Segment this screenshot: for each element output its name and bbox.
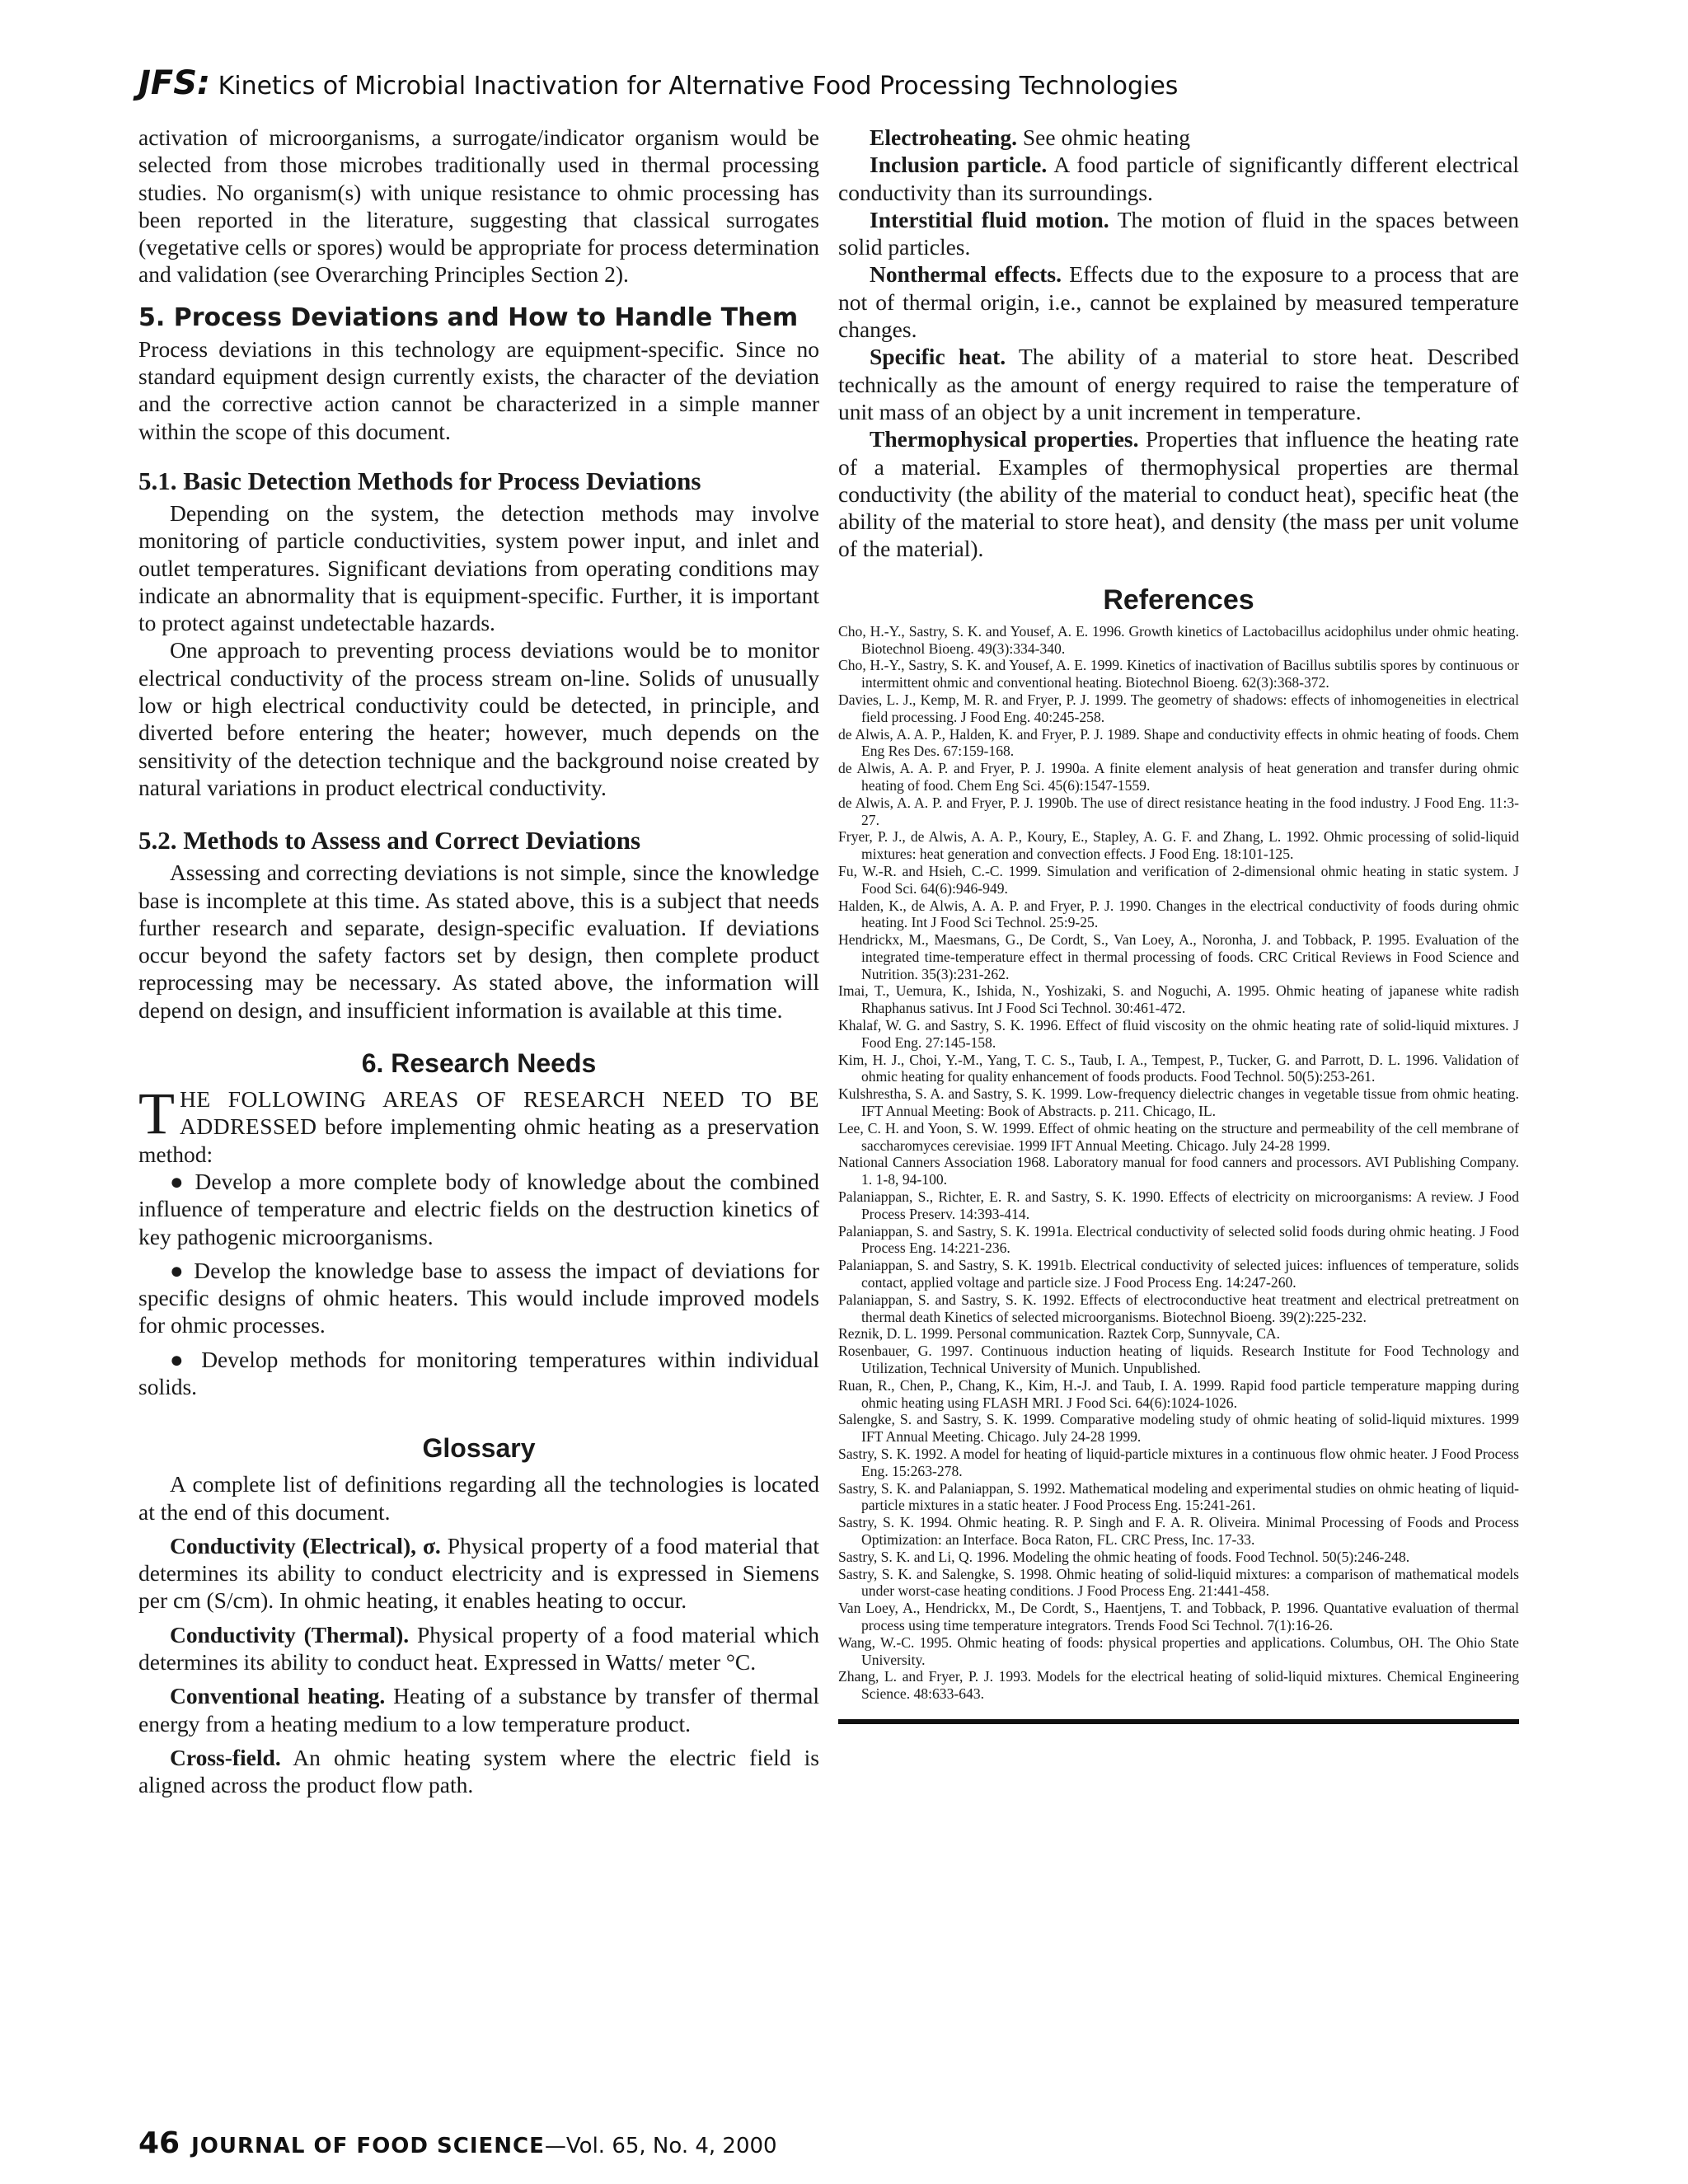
- reference-item: de Alwis, A. A. P. and Fryer, P. J. 1990b. The use of direct resistance heating in the food industry. J Food Eng. 11:3-27.: [838, 794, 1519, 828]
- glossary-entry: [838, 425, 1519, 562]
- reference-item: Wang, W.-C. 1995. Ohmic heating of foods: physical properties and applications. Columbus, OH. The Ohio State University.: [838, 1633, 1519, 1668]
- glossary-entry: [838, 343, 1519, 425]
- glossary-heading: Glossary: [422, 1433, 536, 1464]
- glossary-term: Electroheating.: [870, 124, 1017, 150]
- reference-item: Palaniappan, S., Richter, E. R. and Sastry, S. K. 1990. Effects of electricity on microorganisms: A review. J Food Process Preserv. 14:393-414.: [838, 1188, 1519, 1222]
- issue-info: —Vol. 65, No. 4, 2000: [544, 2134, 777, 2158]
- reference-item: Rosenbauer, G. 1997. Continuous induction heating of liquids. Research Institute for Food Technology and Utilization, Technical University of Munich. Unpublished.: [838, 1343, 1519, 1377]
- reference-item: Fryer, P. J., de Alwis, A. A. P., Koury, E., Stapley, A. G. F. and Zhang, L. 1992. Ohmic processing of solid-liquid mixtures: heat generation and convection effects. J Food Eng. 18:101-125.: [838, 828, 1519, 863]
- glossary-definition: A food particle of significantly different electrical conductivity than its surroundings.: [838, 152, 1519, 205]
- glossary-definition: Heating of a substance by transfer of thermal energy from a heating medium to a low temperature product.: [138, 1683, 819, 1736]
- reference-item: Davies, L. J., Kemp, M. R. and Fryer, P. J. 1999. The geometry of shadows: effects of inhomogeneities in electrical field processing. J Food Eng. 40:245-258.: [838, 691, 1519, 725]
- glossary-term: Nonthermal effects.: [870, 261, 1062, 288]
- glossary-definition: An ohmic heating system where the electric field is aligned across the product flow path.: [138, 1744, 819, 1798]
- section-5-1-heading: 5.1. Basic Detection Methods for Process Deviations: [138, 466, 701, 495]
- glossary-term: Thermophysical properties.: [870, 426, 1139, 452]
- glossary-term: Specific heat.: [870, 344, 1006, 370]
- glossary-entry: [838, 124, 1519, 151]
- reference-item: Kulshrestha, S. A. and Sastry, S. K. 1999. Low-frequency dielectric changes in vegetable tissue from ohmic heating. IFT Annual Meeting: Book of Abstracts. p. 211. Chicago, IL.: [838, 1085, 1519, 1120]
- intro-paragraph: activation of microorganisms, a surrogate/indicator organism would be selected from those microbes traditionally used in thermal processing studies. No organism(s) with unique resistance to ohmic processing has been reported in the literature, suggesting that classical surrogates (vegetative cells or spores) would be appropriate for process determination and validation (see Overarching Principles Section 2).: [138, 124, 819, 288]
- glossary-definition: See ohmic heating: [1016, 124, 1190, 150]
- reference-item: Sastry, S. K. and Palaniappan, S. 1992. Mathematical modeling and experimental studies on ohmic heating of liquid-particle mixtures in a static heater. J Food Process Eng. 15:241-261.: [838, 1479, 1519, 1514]
- reference-list: [838, 623, 1519, 1703]
- reference-item: Lee, C. H. and Yoon, S. W. 1999. Effect of ohmic heating on the structure and permeability of the cell membrane of saccharomyces cerevisiae. 1999 IFT Annual Meeting. Chicago. July 24-28 1999.: [838, 1119, 1519, 1154]
- section-6-heading: 6. Research Needs: [361, 1048, 597, 1079]
- reference-item: Hendrickx, M., Maesmans, G., De Cordt, S., Van Loey, A., Noronha, J. and Tobback, P. 1995. Evaluation of the integrated time-temperature effect in thermal processing of foods. CRC Critical Reviews in Food Science and Nutrition. 35(3):231-262.: [838, 931, 1519, 982]
- reference-item: Cho, H.-Y., Sastry, S. K. and Yousef, A. E. 1999. Kinetics of inactivation of Bacillus subtilis spores by continuous or intermittent ohmic and conventional heating. Biotechnol Bioeng. 62(3):368-372.: [838, 657, 1519, 691]
- running-header: [138, 64, 1540, 102]
- reference-item: Sastry, S. K. and Salengke, S. 1998. Ohmic heating of solid-liquid mixtures: a comparison of mathematical models under worst-case heating conditions. J Food Process Eng. 21:441-458.: [838, 1565, 1519, 1600]
- glossary-entry: [838, 260, 1519, 343]
- page-footer: [138, 2126, 777, 2160]
- reference-item: Sastry, S. K. and Li, Q. 1996. Modeling the ohmic heating of foods. Food Technol. 50(5):246-248.: [838, 1548, 1410, 1565]
- right-column: [838, 124, 1519, 1724]
- reference-item: National Canners Association 1968. Laboratory manual for food canners and processors. AVI Publishing Company. 1. 1-8, 94-100.: [838, 1154, 1519, 1188]
- drop-cap: T: [138, 1080, 175, 1147]
- section-6-caps-lead: HE FOLLOWING AREAS OF RESEARCH NEED TO BE ADDRESSED: [179, 1086, 819, 1140]
- reference-item: Palaniappan, S. and Sastry, S. K. 1991b. Electrical conductivity of selected juices: influences of temperature, solids contact, applied voltage and particle size. J Food Process Eng. 14:247-260.: [838, 1257, 1519, 1291]
- glossary-definition: Physical property of a food material that determines its ability to conduct electricity and is expressed in Siemens per cm (S/cm). In ohmic heating, it enables heating to occur.: [138, 1532, 819, 1614]
- section-5-heading: 5. Process Deviations and How to Handle Them: [138, 302, 799, 332]
- references-heading: References: [1103, 583, 1254, 616]
- section-5-2-paragraph: Assessing and correcting deviations is not simple, since the knowledge base is incomplete at this time. As stated above, this is a subject that needs further research and separate, design-specific evaluation. If deviations occur beyond the safety factors set by design, then complete product reprocessing may be necessary. As stated above, the information will depend on design, and insufficient information is available at this time.: [138, 860, 819, 1023]
- research-need-text: Develop methods for monitoring temperatures within individual solids.: [138, 1346, 819, 1399]
- research-need-text: Develop a more complete body of knowledge about the combined influence of temperature and electric fields on the destruction kinetics of key pathogenic microorganisms.: [138, 1168, 819, 1249]
- research-need-text: Develop the knowledge base to assess the impact of deviations for specific designs of ohmic heaters. This would include improved models for ohmic processes.: [138, 1257, 819, 1338]
- running-title: Kinetics of Microbial Inactivation for Alternative Food Processing Technologies: [218, 72, 1179, 101]
- reference-item: Fu, W.-R. and Hsieh, C.-C. 1999. Simulation and verification of 2-dimensional ohmic heating in static system. J Food Sci. 64(6):946-949.: [838, 862, 1519, 897]
- section-6-intro: [138, 1080, 819, 1168]
- reference-item: Sastry, S. K. 1992. A model for heating of liquid-particle mixtures in a continuous flow ohmic heater. J Food Process Eng. 15:263-278.: [838, 1446, 1519, 1479]
- research-need-item: ● Develop a more complete body of knowledge about the combined influence of temperature and electric fields on the destruction kinetics of key pathogenic microorganisms.: [138, 1168, 819, 1249]
- references-end-rule: [838, 1719, 1519, 1724]
- glossary-entry: [138, 1621, 819, 1676]
- glossary-term: Conductivity (Thermal).: [170, 1621, 410, 1647]
- glossary-term: Interstitial fluid motion.: [870, 206, 1109, 232]
- reference-item: Ruan, R., Chen, P., Chang, K., Kim, H.-J. and Taub, I. A. 1999. Rapid food particle temperature mapping during ohmic heating using FLASH MRI. J Food Sci. 64(6):1024-1026.: [838, 1376, 1519, 1411]
- glossary-entry: [138, 1682, 819, 1737]
- reference-item: Halden, K., de Alwis, A. A. P. and Fryer, P. J. 1990. Changes in the electrical conductivity of foods during ohmic heating. Int J Food Sci Technol. 25:9-25.: [838, 897, 1519, 931]
- section-5-1-paragraph-1: Depending on the system, the detection methods may involve monitoring of particle conductivities, system power input, and inlet and outlet temperatures. Significant deviations from operating conditions may indicate an abnormality that is equipment-specific. Further, it is important to protect against undetectable hazards.: [138, 499, 819, 636]
- reference-item: de Alwis, A. A. P. and Fryer, P. J. 1990a. A finite element analysis of heat generation and transfer during ohmic heating of food. Chem Eng Sci. 45(6):1547-1559.: [838, 760, 1519, 794]
- reference-item: Cho, H.-Y., Sastry, S. K. and Yousef, A. E. 1996. Growth kinetics of Lactobacillus acidophilus under ohmic heating. Biotechnol Bioeng. 49(3):334-340.: [838, 622, 1519, 657]
- glossary-entry: [838, 151, 1519, 206]
- glossary-term: Cross-field.: [170, 1744, 281, 1770]
- reference-item: Zhang, L. and Fryer, P. J. 1993. Models for the electrical heating of solid-liquid mixtures. Chemical Engineering Science. 48:633-643.: [838, 1668, 1519, 1703]
- reference-item: Salengke, S. and Sastry, S. K. 1999. Comparative modeling study of ohmic heating of solid-liquid mixtures. 1999 IFT Annual Meeting. Chicago. July 24-28 1999.: [838, 1411, 1519, 1446]
- research-need-item: ● Develop methods for monitoring temperatures within individual solids.: [138, 1346, 819, 1399]
- left-column: [138, 124, 819, 1799]
- glossary-term: Conductivity (Electrical), σ.: [170, 1532, 441, 1558]
- section-5-1-paragraph-2: One approach to preventing process deviations would be to monitor electrical conductivity of the process stream on-line. Solids of unusually low or high electrical conductivity could be detected, in principle, and diverted before entering the heater; however, much depends on the sensitivity of the detection technique and the background noise created by natural variations in product electrical conductivity.: [138, 637, 819, 800]
- reference-item: Palaniappan, S. and Sastry, S. K. 1992. Effects of electroconductive heat treatment and electrical pretreatment on thermal death Kinetics of selected microorganisms. Biotechnol Bioeng. 39(2):225-232.: [838, 1291, 1519, 1325]
- journal-name: JOURNAL OF FOOD SCIENCE: [191, 2134, 545, 2158]
- glossary-intro: A complete list of definitions regarding all the technologies is located at the end of this document.: [138, 1471, 819, 1525]
- section-6-intro-rest: before implementing ohmic heating as a preservation method:: [138, 1113, 819, 1167]
- section-5-2-heading: 5.2. Methods to Assess and Correct Deviations: [138, 826, 641, 855]
- glossary-definition: The ability of a material to store heat. Described technically as the amount of energy required to raise the temperature of unit mass of an object by a unit increment in temperature.: [838, 344, 1519, 424]
- reference-item: Khalaf, W. G. and Sastry, S. K. 1996. Effect of fluid viscosity on the ohmic heating rate of solid-liquid mixtures. J Food Eng. 27:145-158.: [838, 1017, 1519, 1051]
- glossary-term: Inclusion particle.: [870, 152, 1048, 178]
- research-need-item: ● Develop the knowledge base to assess the impact of deviations for specific designs of ohmic heaters. This would include improved models for ohmic processes.: [138, 1257, 819, 1338]
- reference-item: Palaniappan, S. and Sastry, S. K. 1991a. Electrical conductivity of selected solid foods during ohmic heating. J Food Process Eng. 14:221-236.: [838, 1222, 1519, 1257]
- glossary-term: Conventional heating.: [170, 1683, 386, 1709]
- glossary-definition: Properties that influence the heating rate of a material. Examples of thermophysical properties are thermal conductivity (the ability of the material to conduct heat), specific heat (the ability of the material to store heat), and density (the mass per unit volume of the material).: [838, 426, 1519, 562]
- glossary-entry: [138, 1744, 819, 1799]
- glossary-entry: [838, 206, 1519, 261]
- reference-item: Reznik, D. L. 1999. Personal communication. Raztek Corp, Sunnyvale, CA.: [838, 1325, 1281, 1343]
- section-5-paragraph: Process deviations in this technology are equipment-specific. Since no standard equipment design currently exists, the character of the deviation and the corrective action cannot be characterized in a simple manner within the scope of this document.: [138, 335, 819, 444]
- glossary-definition: Physical property of a food material which determines its ability to conduct heat. Expressed in Watts/ meter °C.: [138, 1621, 819, 1675]
- reference-item: Imai, T., Uemura, K., Ishida, N., Yoshizaki, S. and Noguchi, A. 1995. Ohmic heating of japanese white radish Rhaphanus sativus. Int J Food Sci Technol. 30:461-472.: [838, 982, 1519, 1017]
- reference-item: Kim, H. J., Choi, Y.-M., Yang, T. C. S., Taub, I. A., Tempest, P., Tucker, G. and Parrott, D. L. 1996. Validation of ohmic heating for quality enhancement of foods products. Food Technol. 50(5):253-261.: [838, 1051, 1519, 1085]
- glossary-entry: [138, 1532, 819, 1615]
- reference-item: de Alwis, A. A. P., Halden, K. and Fryer, P. J. 1989. Shape and conductivity effects in ohmic heating of foods. Chem Eng Res Des. 67:159-168.: [838, 725, 1519, 760]
- journal-abbreviation: JFS:: [138, 64, 211, 102]
- reference-item: Sastry, S. K. 1994. Ohmic heating. R. P. Singh and F. A. R. Oliveira. Minimal Processing of Foods and Process Optimization: an Interface. Boca Raton, FL. CRC Press, Inc. 17-33.: [838, 1514, 1519, 1548]
- page-number: 46: [138, 2126, 181, 2160]
- reference-item: Van Loey, A., Hendrickx, M., De Cordt, S., Haentjens, T. and Tobback, P. 1996. Quantative evaluation of thermal process using time temperature integrators. Trends Food Sci Technol. 7(1):16-26.: [838, 1600, 1519, 1633]
- glossary-definition: Effects due to the exposure to a process that are not of thermal origin, i.e., cannot be explained by measured temperature changes.: [838, 261, 1519, 343]
- glossary-definition: The motion of fluid in the spaces between solid particles.: [838, 206, 1520, 260]
